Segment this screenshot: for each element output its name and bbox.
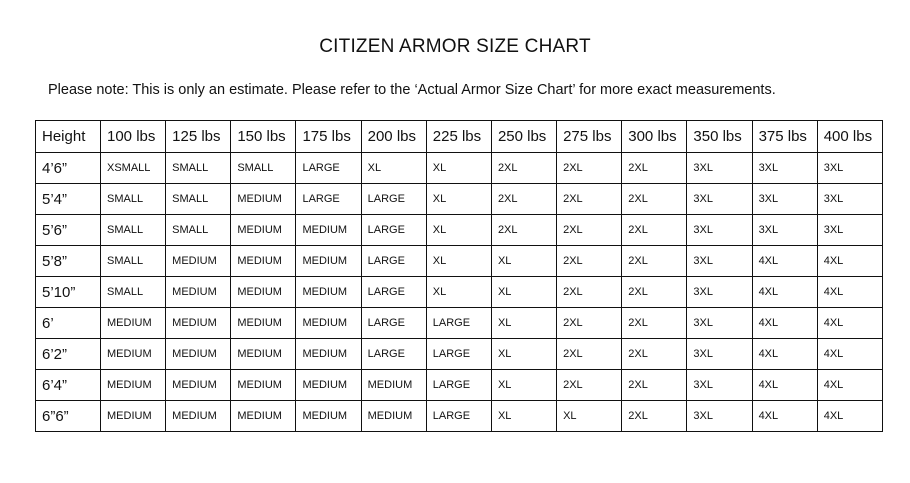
size-cell: 3XL [752,184,817,215]
size-cell: MEDIUM [166,246,231,277]
weight-column-header: 150 lbs [231,121,296,153]
size-cell: 2XL [557,308,622,339]
weight-column-header: 375 lbs [752,121,817,153]
size-cell: SMALL [101,277,166,308]
size-cell: MEDIUM [296,401,361,432]
size-cell: LARGE [361,339,426,370]
weight-column-header: 300 lbs [622,121,687,153]
size-cell: SMALL [166,215,231,246]
size-cell: SMALL [166,153,231,184]
size-cell: XL [491,339,556,370]
size-cell: XL [426,277,491,308]
size-cell: MEDIUM [166,401,231,432]
size-cell: SMALL [231,153,296,184]
size-cell: 3XL [687,308,752,339]
size-cell: MEDIUM [166,277,231,308]
size-cell: 3XL [687,215,752,246]
size-cell: MEDIUM [231,308,296,339]
weight-column-header: 350 lbs [687,121,752,153]
size-cell: 3XL [687,370,752,401]
size-cell: MEDIUM [361,401,426,432]
height-cell: 5’8” [36,246,101,277]
size-cell: MEDIUM [231,246,296,277]
size-cell: XSMALL [101,153,166,184]
size-cell: 2XL [557,184,622,215]
header-row [36,121,883,153]
size-cell: LARGE [361,215,426,246]
size-cell: 4XL [752,246,817,277]
size-cell: 2XL [622,153,687,184]
size-cell: MEDIUM [296,370,361,401]
size-cell: 3XL [752,215,817,246]
size-cell: 4XL [817,370,882,401]
table-row [36,401,883,432]
size-cell: 2XL [557,153,622,184]
size-cell: MEDIUM [231,184,296,215]
size-chart-table [35,120,883,432]
table-row [36,370,883,401]
size-cell: 4XL [817,308,882,339]
size-cell: 4XL [817,339,882,370]
size-cell: LARGE [361,308,426,339]
size-cell: XL [491,277,556,308]
size-cell: MEDIUM [101,339,166,370]
size-cell: MEDIUM [296,246,361,277]
size-cell: 2XL [557,370,622,401]
size-cell: 3XL [687,401,752,432]
height-cell: 6’ [36,308,101,339]
size-cell: MEDIUM [166,339,231,370]
height-cell: 6”6” [36,401,101,432]
table-row [36,153,883,184]
weight-column-header: 225 lbs [426,121,491,153]
size-cell: MEDIUM [296,339,361,370]
size-cell: XL [426,215,491,246]
size-cell: XL [491,246,556,277]
size-cell: 3XL [687,153,752,184]
size-cell: 2XL [491,184,556,215]
size-cell: 4XL [752,401,817,432]
size-cell: 3XL [752,153,817,184]
height-cell: 4’6” [36,153,101,184]
size-cell: LARGE [426,308,491,339]
size-cell: 4XL [752,339,817,370]
size-cell: LARGE [361,184,426,215]
size-cell: MEDIUM [101,370,166,401]
size-cell: MEDIUM [231,277,296,308]
size-cell: 3XL [817,184,882,215]
size-cell: 2XL [622,246,687,277]
size-cell: XL [361,153,426,184]
size-cell: LARGE [426,370,491,401]
size-cell: XL [491,401,556,432]
weight-column-header: 400 lbs [817,121,882,153]
size-cell: 3XL [817,153,882,184]
size-cell: XL [557,401,622,432]
size-cell: 2XL [622,277,687,308]
size-cell: LARGE [361,277,426,308]
weight-column-header: 250 lbs [491,121,556,153]
size-cell: 3XL [817,215,882,246]
size-cell: 2XL [557,339,622,370]
size-cell: 4XL [817,401,882,432]
page-title: CITIZEN ARMOR SIZE CHART [319,36,591,57]
height-cell: 5’6” [36,215,101,246]
size-cell: MEDIUM [166,370,231,401]
size-cell: 2XL [491,215,556,246]
size-cell: 2XL [622,215,687,246]
size-chart-body [36,153,883,432]
size-cell: 4XL [752,370,817,401]
size-cell: LARGE [426,401,491,432]
size-cell: 3XL [687,184,752,215]
height-cell: 5’4” [36,184,101,215]
size-cell: 2XL [622,401,687,432]
weight-column-header: 100 lbs [101,121,166,153]
size-cell: 2XL [557,246,622,277]
size-cell: SMALL [101,184,166,215]
size-cell: XL [426,153,491,184]
size-cell: LARGE [296,153,361,184]
size-cell: XL [426,246,491,277]
size-cell: LARGE [296,184,361,215]
size-cell: 4XL [752,277,817,308]
size-cell: 4XL [817,246,882,277]
size-cell: XL [491,370,556,401]
size-cell: SMALL [101,246,166,277]
weight-column-header: 175 lbs [296,121,361,153]
size-cell: 4XL [752,308,817,339]
table-row [36,215,883,246]
size-cell: LARGE [361,246,426,277]
size-cell: 2XL [557,277,622,308]
size-cell: 2XL [622,308,687,339]
height-cell: 6’2” [36,339,101,370]
weight-column-header: 200 lbs [361,121,426,153]
table-row [36,246,883,277]
size-cell: SMALL [101,215,166,246]
size-cell: 4XL [817,277,882,308]
size-cell: XL [426,184,491,215]
height-cell: 6’4” [36,370,101,401]
height-cell: 5’10” [36,277,101,308]
table-row [36,184,883,215]
size-cell: MEDIUM [166,308,231,339]
size-cell: 2XL [491,153,556,184]
table-row [36,339,883,370]
height-column-header: Height [36,121,101,153]
size-cell: MEDIUM [296,215,361,246]
size-cell: 2XL [622,339,687,370]
size-cell: MEDIUM [231,339,296,370]
size-cell: MEDIUM [231,215,296,246]
size-cell: 2XL [622,184,687,215]
size-cell: MEDIUM [296,308,361,339]
table-row [36,308,883,339]
size-cell: SMALL [166,184,231,215]
size-cell: MEDIUM [101,401,166,432]
size-cell: MEDIUM [296,277,361,308]
size-cell: LARGE [426,339,491,370]
size-cell: 3XL [687,246,752,277]
weight-column-header: 275 lbs [557,121,622,153]
weight-column-header: 125 lbs [166,121,231,153]
size-cell: 2XL [622,370,687,401]
size-cell: 2XL [557,215,622,246]
size-cell: 3XL [687,277,752,308]
size-cell: XL [491,308,556,339]
size-cell: MEDIUM [361,370,426,401]
size-cell: MEDIUM [231,370,296,401]
size-cell: MEDIUM [231,401,296,432]
estimate-note: Please note: This is only an estimate. Please refer to the ‘Actual Armor Size Chart’ for more exact measurements. [48,82,776,98]
size-cell: MEDIUM [101,308,166,339]
size-cell: 3XL [687,339,752,370]
table-row [36,277,883,308]
